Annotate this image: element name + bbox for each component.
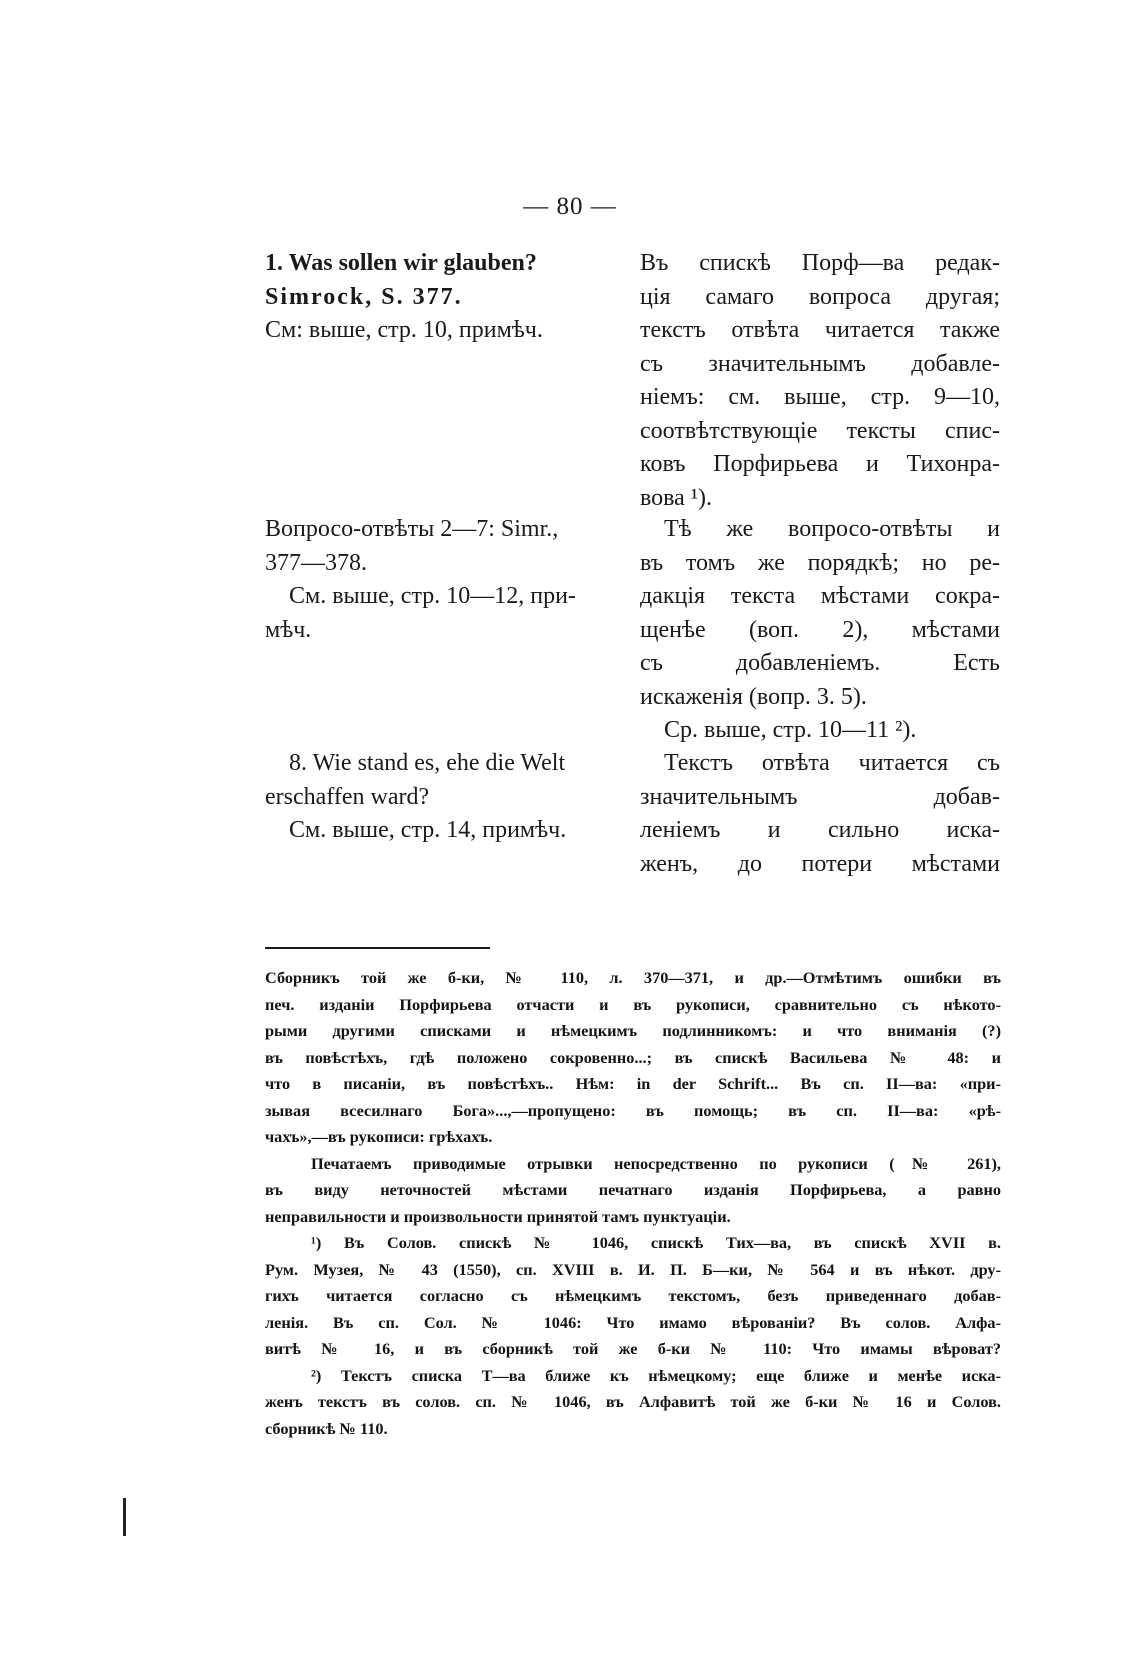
commentary-line: Тѣ же вопросо-отвѣты и xyxy=(664,516,1000,542)
footnote-line: витѣ № 16, и въ сборникѣ той же б-ки № 110: Что имамы вѣроват? xyxy=(265,1339,1001,1358)
commentary-line: вова ¹). xyxy=(640,484,713,511)
footnote-line: женъ текстъ въ солов. сп. № 1046, въ Алфавитѣ той же б-ки № 16 и Солов. xyxy=(265,1392,1001,1411)
commentary-line: леніемъ и сильно иска- xyxy=(640,817,1000,843)
commentary-line: соотвѣтствующіе тексты спис- xyxy=(640,417,1000,444)
commentary-line: щенѣе (воп. 2), мѣстами xyxy=(640,616,1000,643)
footnote-line: чахъ»,—въ рукописи: грѣхахъ. xyxy=(265,1127,493,1146)
margin-mark xyxy=(123,1498,126,1536)
footnote-line: сборникѣ № 110. xyxy=(265,1418,388,1438)
footnote-2 xyxy=(265,1363,1001,1443)
source-title: 8. Wie stand es, ehe die Welt xyxy=(289,750,566,776)
source-title: Вопросо-отвѣты 2—7: Simr., xyxy=(265,516,559,542)
commentary-line: женъ, до потери мѣстами xyxy=(640,850,1000,877)
footnote-line: ²) Текстъ списка Т—ва ближе къ нѣмецкому; еще ближе и менѣе иска- xyxy=(311,1365,1001,1385)
source-note: См. выше, стр. 10—12, при- xyxy=(289,583,576,609)
commentary-line: съ добавленіемъ. Есть xyxy=(640,650,1000,676)
commentary-line: текстъ отвѣта читается также xyxy=(640,317,1000,343)
entry-2-source xyxy=(265,513,633,647)
footnote-line: зывая всесилнаго Бога»...,—пропущено: въ помощь; въ сп. II—ва: «рѣ- xyxy=(265,1100,1001,1120)
commentary-line: Текстъ отвѣта читается съ xyxy=(664,750,1000,776)
commentary-line: Ср. выше, стр. 10—11 ²). xyxy=(664,717,917,743)
commentary-line: искаженія (вопр. 3. 5). xyxy=(640,683,867,710)
footnotes xyxy=(265,965,1001,1442)
footnote-separator xyxy=(265,947,490,949)
source-reference: Simrock, S. 377. xyxy=(265,283,463,310)
entry-3-commentary xyxy=(640,747,1000,881)
footnote-line: гихъ читается согласно съ нѣмецкимъ текстомъ, безъ приведеннаго добав- xyxy=(265,1286,1001,1305)
footnote-line: ¹) Въ Солов. спискѣ № 1046, спискѣ Тих—ва, въ спискѣ XVII в. xyxy=(311,1233,1001,1252)
entry-2-commentary xyxy=(640,513,1000,748)
footnote-editorial xyxy=(265,1151,1001,1231)
footnote-1 xyxy=(265,1230,1001,1363)
footnote-line: въ виду неточностей мѣстами печатнаго изданія Порфирьева, а равно xyxy=(265,1180,1001,1199)
commentary-line: съ значительнымъ добавле- xyxy=(640,350,1000,377)
source-title: 377—378. xyxy=(265,549,367,576)
entry-1-commentary xyxy=(640,247,1000,515)
footnote-line: Печатаемъ приводимые отрывки непосредственно по рукописи (№ 261), xyxy=(311,1153,1001,1173)
footnote-line: печ. изданіи Порфирьева отчасти и въ рукописи, сравнительно съ нѣкото- xyxy=(265,994,1001,1014)
source-title: 1. Was sollen wir glauben? xyxy=(265,250,537,276)
footnote-line: Рум. Музея, № 43 (1550), сп. XVIII в. И. П. Б—ки, № 564 и въ нѣкот. дру- xyxy=(265,1259,1001,1279)
footnote-line: рыми другими списками и нѣмецкимъ подлинникомъ: и что вниманія (?) xyxy=(265,1021,1001,1040)
source-note: мѣч. xyxy=(265,616,312,643)
footnote-line: неправильности и произвольности принятой тамъ пунктуаціи. xyxy=(265,1206,731,1226)
footnote-line: въ повѣстѣхъ, гдѣ положено сокровенно...; въ спискѣ Васильева № 48: и xyxy=(265,1047,1001,1067)
commentary-line: ція самаго вопроса другая; xyxy=(640,283,1000,310)
commentary-line: ковъ Порфирьева и Тихонра- xyxy=(640,451,1000,477)
footnote-line: ленія. Въ сп. Сол. № 1046: Что имамо вѣрованіи? Въ солов. Алфа- xyxy=(265,1312,1001,1332)
source-note: См. выше, стр. 14, примѣч. xyxy=(289,817,567,843)
commentary-line: въ томъ же порядкѣ; но ре- xyxy=(640,549,1000,576)
commentary-line: Въ спискѣ Порф—ва редак- xyxy=(640,250,1000,276)
commentary-line: дакція текста мѣстами сокра- xyxy=(640,583,1000,609)
entry-1-source xyxy=(265,247,633,348)
entry-3-source xyxy=(265,747,633,848)
footnote-line: что в писаніи, въ повѣстѣхъ.. Нѣм: in der Schrift... Въ сп. II—ва: «при- xyxy=(265,1074,1001,1093)
commentary-line: ніемъ: см. выше, стр. 9—10, xyxy=(640,384,1000,410)
footnote-line: Сборникъ той же б-ки, № 110, л. 370—371, и др.—Отмѣтимъ ошибки въ xyxy=(265,968,1001,987)
footnote-continued xyxy=(265,965,1001,1151)
source-note: См: выше, стр. 10, примѣч. xyxy=(265,317,543,343)
commentary-line: значительнымъ добав- xyxy=(640,783,1000,810)
page-number: — 80 — xyxy=(523,193,617,220)
source-title: erschaffen ward? xyxy=(265,783,430,810)
